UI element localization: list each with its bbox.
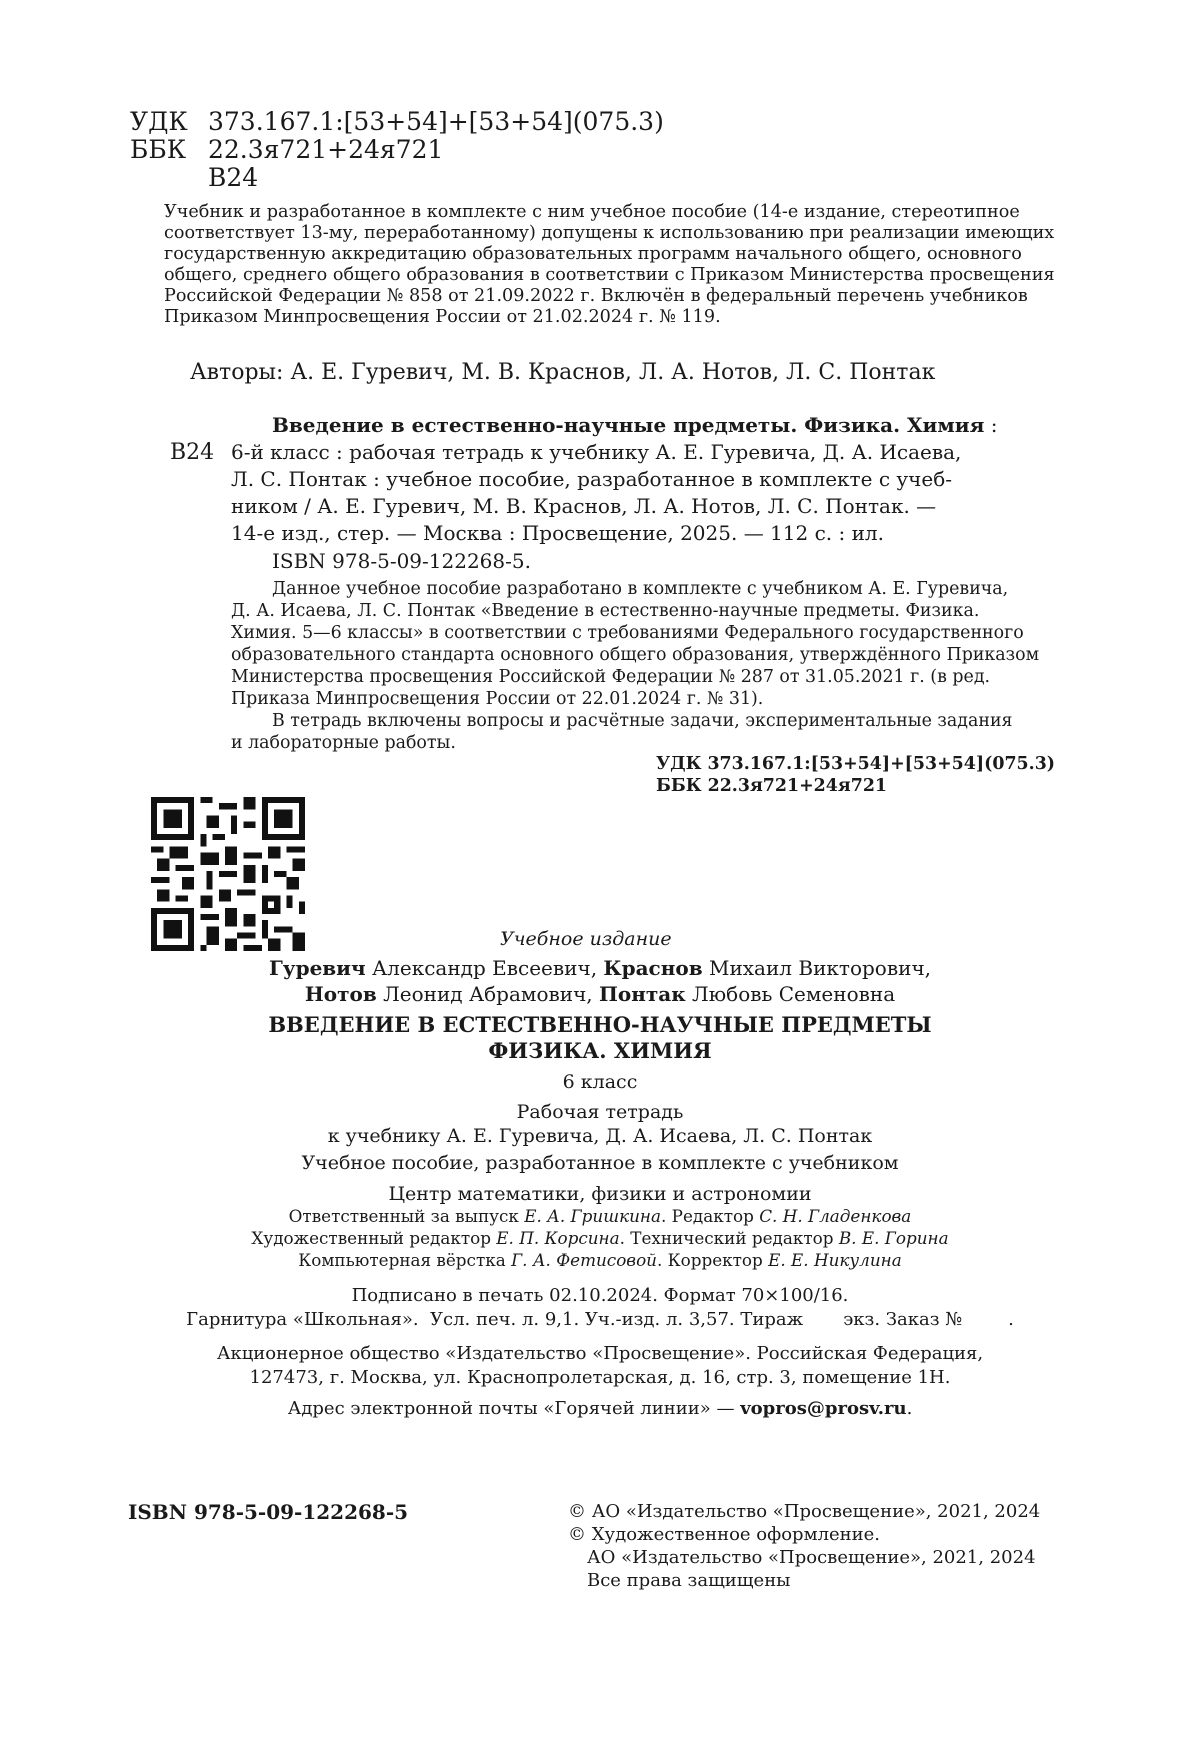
udk-footer-bbk: ББК 22.3я721+24я721 xyxy=(656,776,888,796)
annotation-line: и лабораторные работы. xyxy=(231,733,456,753)
copyright-line: © Художественное оформление. xyxy=(568,1524,881,1545)
annotation-line: В тетрадь включены вопросы и расчётные задачи, экспериментальные задания xyxy=(272,711,1013,731)
authors-line: Авторы: А. Е. Гуревич, М. В. Краснов, Л. А. Нотов, Л. С. Понтак xyxy=(190,360,936,385)
bib-code: В24 xyxy=(170,440,215,465)
approval-line: Приказом Минпросвещения России от 21.02.2024 г. № 119. xyxy=(164,307,721,327)
copyright-line: Все права защищены xyxy=(587,1570,791,1591)
annotation-line: Д. А. Исаева, Л. С. Понтак «Введение в естественно-научные предметы. Физика. xyxy=(231,601,980,621)
approval-line: соответствует 13-му, переработанному) допущены к использованию при реализации имеющих xyxy=(164,223,1055,243)
staff-credits: Ответственный за выпуск Е. А. Гришкина. Редактор С. Н. Гладенкова Художественный редактор Е. П. Корсина. Технический редактор В. Е. Горина Компьютерная вёрстка Г. А. Фетисовой. Корректор Е. Е. Никулина xyxy=(251,1206,949,1270)
author-names: Гуревич Александр Евсеевич, Краснов Михаил Викторович, Нотов Леонид Абрамович, Понтак Любовь Семеновна xyxy=(268,956,932,1006)
annotation-line: Данное учебное пособие разработано в комплекте с учебником А. Е. Гуревича, xyxy=(272,579,1009,599)
hotline-email: Адрес электронной почты «Горячей линии» — vopros@prosv.ru. xyxy=(287,1398,913,1419)
udk-key: УДК xyxy=(130,107,188,136)
annotation-line: Химия. 5—6 классы» в соответствии с требованиями Федерального государственного xyxy=(231,623,1024,643)
bbk-key: ББК xyxy=(130,135,187,164)
annotation xyxy=(231,578,1061,754)
approval-line: Учебник и разработанное в комплекте с ним учебное пособие (14-е издание, стереотипное xyxy=(164,202,1020,222)
bib-line: ником / А. Е. Гуревич, М. В. Краснов, Л. А. Нотов, Л. С. Понтак. — xyxy=(231,494,937,518)
center-line: Центр математики, физики и астрономии xyxy=(388,1183,812,1205)
approval-notice xyxy=(164,202,1074,328)
isbn-line: ISBN 978-5-09-122268-5. xyxy=(272,549,531,573)
annotation-line: образовательного стандарта основного общего образования, утверждённого Приказом xyxy=(231,645,1040,665)
bib-line: 6-й класс : рабочая тетрадь к учебнику А. Е. Гуревича, Д. А. Исаева, xyxy=(231,440,962,464)
bibliographic-record xyxy=(231,412,1061,547)
book-title: ВВЕДЕНИЕ В ЕСТЕСТВЕННО-НАУЧНЫЕ ПРЕДМЕТЫ ФИЗИКА. ХИМИЯ xyxy=(268,1012,932,1063)
annotation-line: Приказа Минпросвещения России от 22.01.2024 г. № 31). xyxy=(231,689,764,709)
bbk-value: 22.3я721+24я721 xyxy=(208,135,444,164)
udk-footer xyxy=(656,753,1055,797)
approval-line: государственную аккредитацию образовательных программ начального общего, основного xyxy=(164,244,1022,264)
copyright-line: АО «Издательство «Просвещение», 2021, 2024 xyxy=(587,1547,1036,1568)
udk-header xyxy=(130,108,664,192)
email-link[interactable]: vopros@prosv.ru xyxy=(740,1398,907,1419)
publisher-address: Акционерное общество «Издательство «Просвещение». Российская Федерация, 127473, г. Москва, ул. Краснопролетарская, д. 16, стр. 3, помещение 1Н. xyxy=(216,1343,984,1388)
isbn-bottom: ISBN 978-5-09-122268-5 xyxy=(128,1500,409,1524)
bib-line: 14-е изд., стер. — Москва : Просвещение, 2025. — 112 с. : ил. xyxy=(231,521,884,545)
edition-label: Учебное издание xyxy=(500,928,672,950)
posobie-line: Учебное пособие, разработанное в комплекте с учебником xyxy=(301,1152,899,1174)
bib-title: Введение в естественно-научные предметы. Физика. Химия : xyxy=(272,413,998,437)
udk-value: 373.167.1:[53+54]+[53+54](075.3) xyxy=(208,107,664,136)
copyright-block xyxy=(568,1500,1040,1592)
approval-line: общего, среднего общего образования в соответствии с Приказом Министерства просвещения xyxy=(164,265,1055,285)
print-details: Подписано в печать 02.10.2024. Формат 70×100/16. Гарнитура «Школьная». Усл. печ. л. 9,1. Уч.-изд. л. 3,57. Тираж экз. Заказ № . xyxy=(186,1285,1014,1330)
author-code: В24 xyxy=(208,163,259,192)
grade: 6 класс xyxy=(562,1071,638,1093)
bib-line: Л. С. Понтак : учебное пособие, разработанное в комплекте с учеб- xyxy=(231,467,952,491)
copyright-line: © АО «Издательство «Просвещение», 2021, 2024 xyxy=(568,1501,1041,1522)
workbook-info: Рабочая тетрадь к учебнику А. Е. Гуревича, Д. А. Исаева, Л. С. Понтак xyxy=(327,1101,873,1147)
udk-footer-udk: УДК 373.167.1:[53+54]+[53+54](075.3) xyxy=(656,754,1056,774)
annotation-line: Министерства просвещения Российской Федерации № 287 от 31.05.2021 г. (в ред. xyxy=(231,667,991,687)
approval-line: Российской Федерации № 858 от 21.09.2022 г. Включён в федеральный перечень учебников xyxy=(164,286,1028,306)
qr-code-icon[interactable] xyxy=(151,797,305,951)
